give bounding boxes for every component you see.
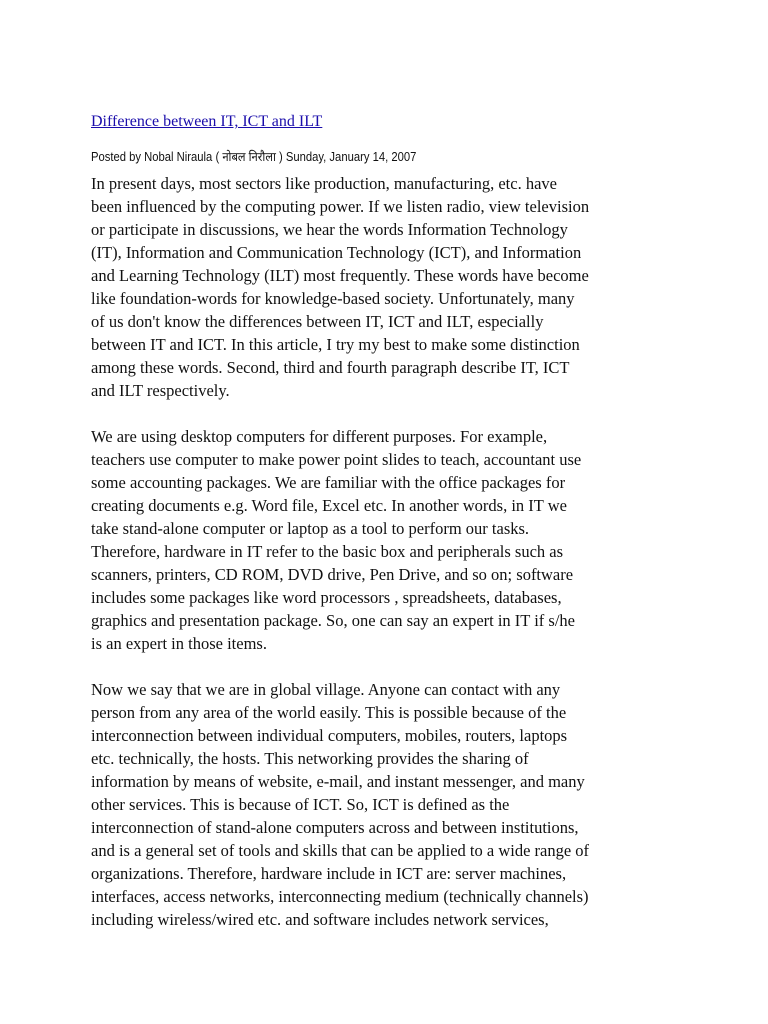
text-line: interconnection between individual computers, mobiles, routers, laptops [91, 726, 568, 745]
text-line: etc. technically, the hosts. This networking provides the sharing of [91, 749, 529, 768]
text-line: and ILT respectively. [91, 381, 230, 400]
text-line: graphics and presentation package. So, one can say an expert in IT if s/he [91, 611, 575, 630]
text-line: includes some packages like word processors , spreadsheets, databases, [91, 588, 562, 607]
text-line: among these words. Second, third and fourth paragraph describe IT, ICT [91, 358, 570, 377]
text-line: and is a general set of tools and skills that can be applied to a wide range of [91, 841, 590, 860]
text-line: Now we say that we are in global village. Anyone can contact with any [91, 680, 561, 699]
text-line: interfaces, access networks, interconnecting medium (technically channels) [91, 887, 589, 906]
paragraph-ict [91, 678, 691, 931]
text-line: take stand-alone computer or laptop as a tool to perform our tasks. [91, 519, 530, 538]
paragraph-intro [91, 172, 691, 402]
text-line: of us don't know the differences between IT, ICT and ILT, especially [91, 312, 544, 331]
text-line: and Learning Technology (ILT) most frequently. These words have become [91, 266, 589, 285]
text-line: person from any area of the world easily. This is possible because of the [91, 703, 567, 722]
text-line: or participate in discussions, we hear the words Information Technology [91, 220, 568, 239]
text-line: been influenced by the computing power. If we listen radio, view television [91, 197, 590, 216]
text-line: organizations. Therefore, hardware include in ICT are: server machines, [91, 864, 567, 883]
paragraph-it [91, 425, 691, 655]
article-byline: Posted by Nobal Niraula ( नोबल निरौला ) Sunday, January 14, 2007 [91, 150, 417, 164]
text-line: teachers use computer to make power point slides to teach, accountant use [91, 450, 582, 469]
text-line: information by means of website, e-mail, and instant messenger, and many [91, 772, 585, 791]
text-line: We are using desktop computers for different purposes. For example, [91, 427, 548, 446]
text-line: (IT), Information and Communication Technology (ICT), and Information [91, 243, 582, 262]
text-line: scanners, printers, CD ROM, DVD drive, Pen Drive, and so on; software [91, 565, 574, 584]
text-line: In present days, most sectors like production, manufacturing, etc. have [91, 174, 557, 193]
text-line: some accounting packages. We are familiar with the office packages for [91, 473, 566, 492]
article-body [91, 172, 691, 954]
text-line: other services. This is because of ICT. So, ICT is defined as the [91, 795, 510, 814]
text-line: between IT and ICT. In this article, I try my best to make some distinction [91, 335, 580, 354]
text-line: interconnection of stand-alone computers across and between institutions, [91, 818, 579, 837]
text-line: like foundation-words for knowledge-based society. Unfortunately, many [91, 289, 575, 308]
text-line: including wireless/wired etc. and software includes network services, [91, 910, 549, 929]
text-line: is an expert in those items. [91, 634, 267, 653]
text-line: Therefore, hardware in IT refer to the basic box and peripherals such as [91, 542, 564, 561]
article-title-link[interactable]: Difference between IT, ICT and ILT [91, 113, 323, 130]
text-line: creating documents e.g. Word file, Excel etc. In another words, in IT we [91, 496, 567, 515]
